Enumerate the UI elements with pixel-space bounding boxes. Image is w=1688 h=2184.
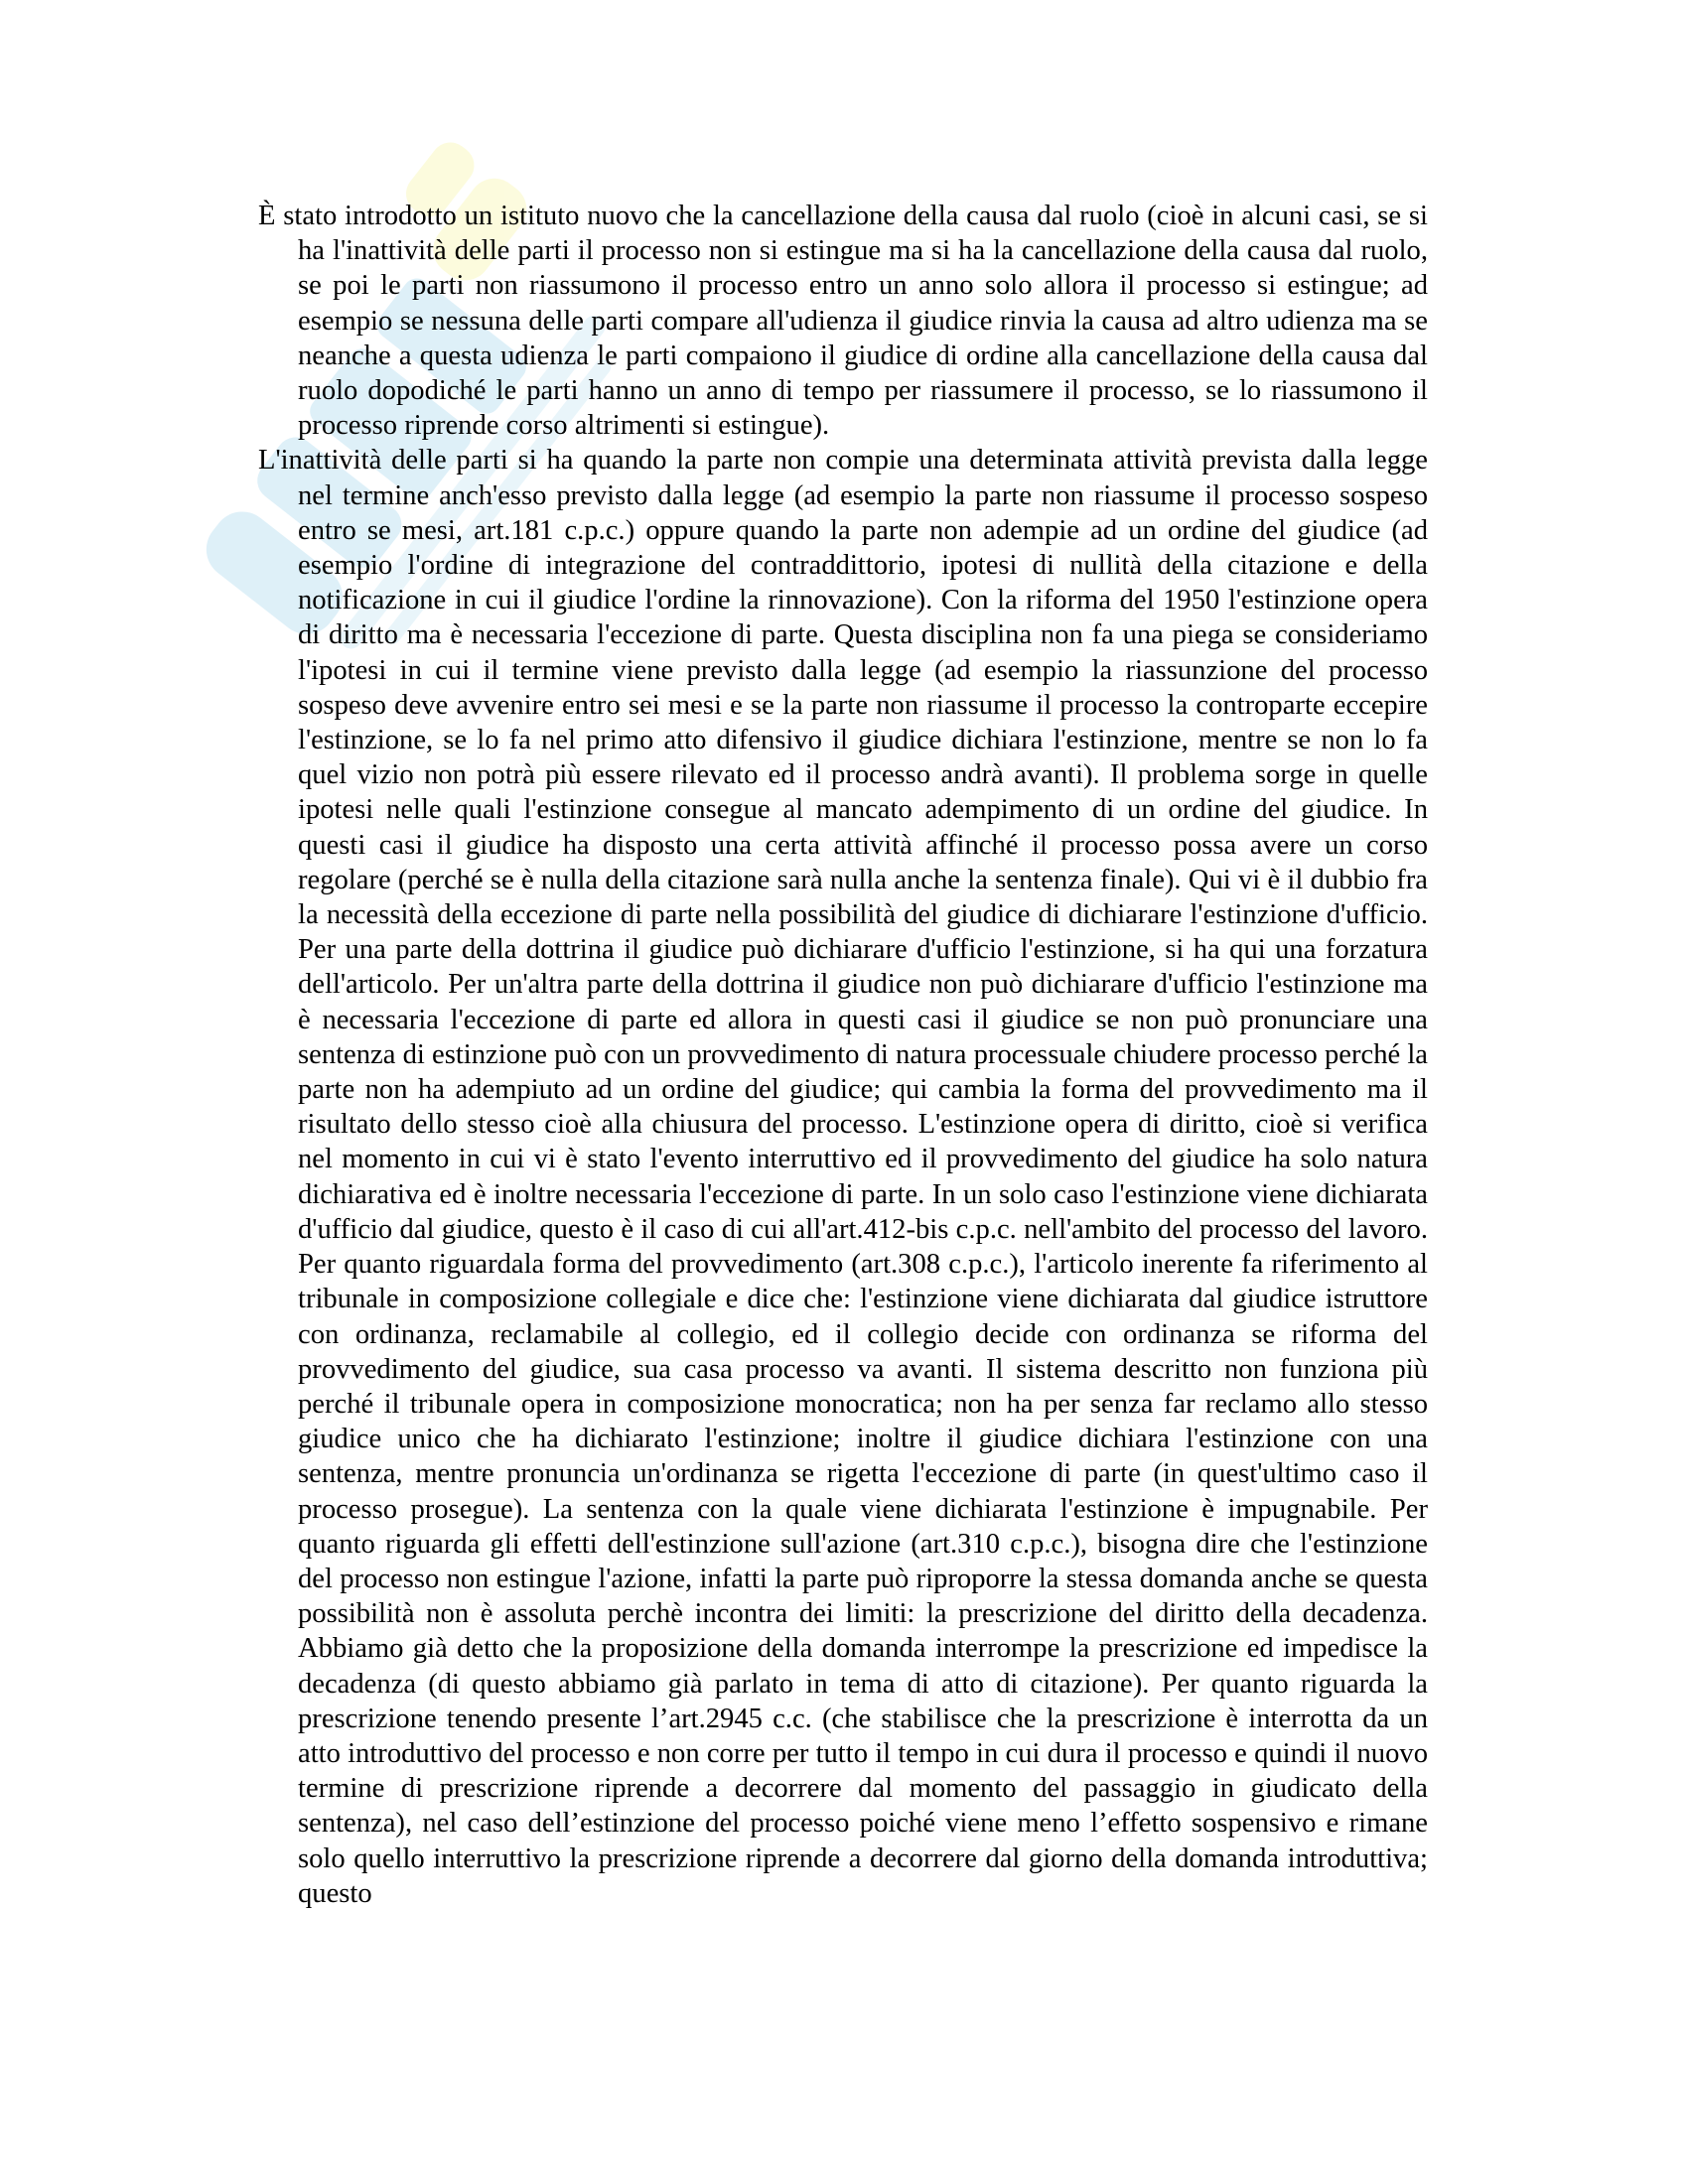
paragraph-cancellazione: È stato introdotto un istituto nuovo che la cancellazione della causa dal ruolo (cioè in alcuni casi, se si ha l'inattività delle parti il processo non si estingue ma si ha la cancellazione della causa dal ruolo, se poi le parti non riassumono il processo entro un anno solo allora il processo si estingue; ad esempio se nessuna delle parti compare all'udienza il giudice rinvia la causa ad altro udienza ma se neanche a questa udienza le parti compaiono il giudice di ordine alla cancellazione della causa dal ruolo dopodiché le parti hanno un anno di tempo per riassumere il processo, se lo riassumono il processo riprende corso altrimenti si estingue).	[258, 201, 1428, 442]
paragraph-inattivita: L'inattività delle parti si ha quando la parte non compie una determinata attività prevista dalla legge nel termine anch'esso previsto dalla legge (ad esempio la parte non riassume il processo sospeso entro se mesi, art.181 c.p.c.) oppure quando la parte non adempie ad un ordine del giudice (ad esempio l'ordine di integrazione del contraddittorio, ipotesi di nullità della citazione e della notificazione in cui il giudice l'ordine la rinnovazione). Con la riforma del 1950 l'estinzione opera di diritto ma è necessaria l'eccezione di parte. Questa disciplina non fa una piega se consideriamo l'ipotesi in cui il termine viene previsto dalla legge (ad esempio la riassunzione del processo sospeso deve avvenire entro sei mesi e se la parte non riassume il processo la controparte eccepire l'estinzione, se lo fa nel primo atto difensivo il giudice dichiara l'estinzione, mentre se non lo fa quel vizio non potrà più essere rilevato ed il processo andrà avanti). Il problema sorge in quelle ipotesi nelle quali l'estinzione consegue al mancato adempimento di un ordine del giudice. In questi casi il giudice ha disposto una certa attività affinché il processo possa avere un corso regolare (perché se è nulla della citazione sarà nulla anche la sentenza finale). Qui vi è il dubbio fra la necessità della eccezione di parte nella possibilità del giudice di dichiarare l'estinzione d'ufficio. Per una parte della dottrina il giudice può dichiarare d'ufficio l'estinzione, si ha qui una forzatura dell'articolo. Per un'altra parte della dottrina il giudice non può dichiarare d'ufficio l'estinzione ma è necessaria l'eccezione di parte ed allora in questi casi il giudice se non può pronunciare una sentenza di estinzione può con un provvedimento di natura processuale chiudere processo perché la parte non ha adempiuto ad un ordine del giudice; qui cambia la forma del provvedimento ma il risultato dello stesso cioè alla chiusura del processo. L'estinzione opera di diritto, cioè si verifica nel momento in cui vi è stato l'evento interruttivo ed il provvedimento del giudice ha solo natura dichiarativa ed è inoltre necessaria l'eccezione di parte. In un solo caso l'estinzione viene dichiarata d'ufficio dal giudice, questo è il caso di cui all'art.412-bis c.p.c. nell'ambito del processo del lavoro. Per quanto riguardala forma del provvedimento (art.308 c.p.c.), l'articolo inerente fa riferimento al tribunale in composizione collegiale e dice che: l'estinzione viene dichiarata dal giudice istruttore con ordinanza, reclamabile al collegio, ed il collegio decide con ordinanza se riforma del provvedimento del giudice, sua casa processo va avanti. Il sistema descritto non funziona più perché il tribunale opera in composizione monocratica; non ha per senza far reclamo allo stesso giudice unico che ha dichiarato l'estinzione; inoltre il giudice dichiara l'estinzione con una sentenza, mentre pronuncia un'ordinanza se rigetta l'eccezione di parte (in quest'ultimo caso il processo prosegue). La sentenza con la quale viene dichiarata l'estinzione è impugnabile. Per quanto riguarda gli effetti dell'estinzione sull'azione (art.310 c.p.c.), bisogna dire che l'estinzione del processo non estingue l'azione, infatti la parte può riproporre la stessa domanda anche se questa possibilità non è assoluta perchè incontra dei limiti: la prescrizione del diritto della decadenza. Abbiamo già detto che la proposizione della domanda interrompe la prescrizione ed impedisce la decadenza (di questo abbiamo già parlato in tema di atto di citazione). Per quanto riguarda la prescrizione tenendo presente l’art.2945 c.c. (che stabilisce che la prescrizione è interrotta da un atto introduttivo del processo e non corre per tutto il tempo in cui dura il processo e quindi il nuovo termine di prescrizione riprende a decorrere dal momento del passaggio in giudicato della sentenza), nel caso dell’estinzione del processo poiché viene meno l’effetto sospensivo e rimane solo quello interruttivo la prescrizione riprende a decorrere dal giorno della domanda introduttiva; questo	[258, 445, 1428, 1909]
document-body	[258, 199, 1428, 1911]
